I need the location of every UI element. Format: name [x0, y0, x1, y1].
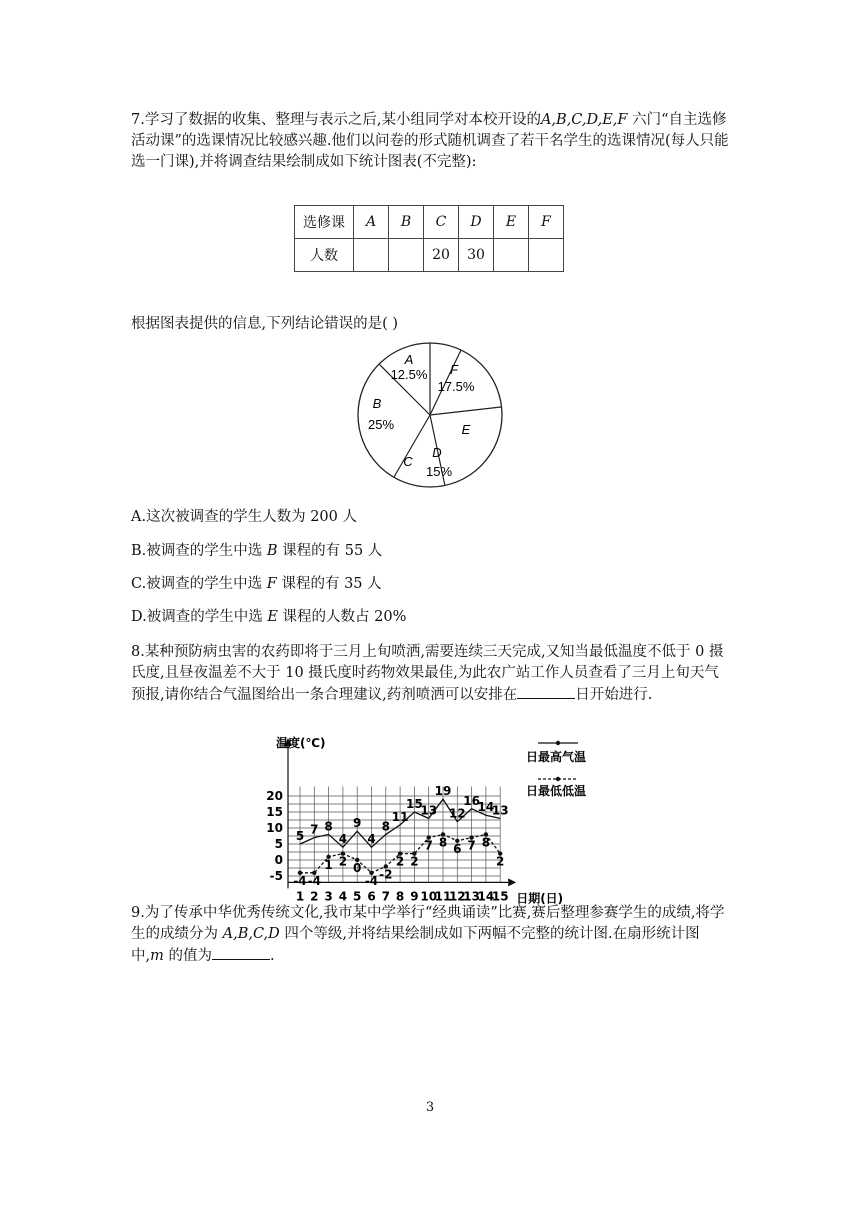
table-cell: [389, 239, 424, 272]
data-label: 8: [381, 819, 390, 834]
option-c: C.被调查的学生中选 F 课程的有 35 人: [131, 576, 382, 592]
page-number: 3: [425, 1100, 435, 1115]
pie-divider: [430, 407, 501, 415]
pie-percent-d: 15%: [425, 464, 453, 479]
x-tick-label: 4: [338, 889, 348, 904]
answer-blank: [212, 945, 270, 960]
pie-percent-b: 25%: [367, 417, 395, 432]
data-label: 7: [467, 838, 476, 853]
pie-label-b: B: [372, 396, 382, 411]
option-a: A.这次被调查的学生人数为 200 人: [131, 509, 357, 525]
x-tick-label: 3: [324, 889, 333, 904]
x-axis-label: 日期(日): [516, 891, 564, 906]
x-tick-label: 1: [295, 889, 305, 904]
y-tick-label: 20: [266, 789, 283, 803]
data-label: 2: [395, 854, 405, 869]
q8-paragraph: 8.某种预防病虫害的农药即将于三月上旬喷洒,需要连续三天完成,又知当最低温度不低于 0 摄氏度,且昼夜温差不大于 10 摄氏度时药物效果最佳,为此农广站工作人员查看了三月上旬天气预报,请你结合气温图给出一条合理建议,药剂喷洒可以安排在 日开始进行.: [131, 644, 724, 703]
course-table: [294, 205, 564, 272]
data-label: 5: [295, 829, 305, 843]
x-tick-label: 7: [381, 889, 390, 904]
data-label: 8: [324, 819, 333, 834]
data-label: 4: [338, 832, 348, 847]
pie-percent-a: 12.5%: [390, 367, 428, 382]
x-tick-label: 5: [353, 889, 362, 904]
table-row-label: 人数: [295, 239, 354, 272]
option-d: D.被调查的学生中选 E 课程的人数占 20%: [131, 609, 407, 625]
q7-question: 根据图表提供的信息,下列结论错误的是( ): [131, 316, 399, 332]
data-label: 1: [324, 857, 333, 872]
data-label: 12: [448, 806, 466, 821]
table-row: [295, 239, 564, 272]
data-label: -4: [364, 873, 379, 888]
data-label: 8: [438, 835, 448, 850]
y-axis-label: 温度(℃): [276, 736, 326, 750]
q7-paragraph: 7.学习了数据的收集、整理与表示之后,某小组同学对本校开设的A,B,C,D,E,F 六门“自主选修活动课”的选课情况比较感兴趣.他们以问卷的形式随机调查了若干名学生的选课情况(每人只能选一门课),并将调查结果绘制成如下统计图表(不完整):: [131, 112, 729, 170]
x-tick-label: 12: [448, 889, 466, 904]
y-tick-label: 0: [274, 853, 283, 867]
x-tick-label: 13: [463, 889, 480, 904]
x-tick-label: 9: [410, 889, 419, 904]
legend-marker: [556, 741, 560, 745]
table-cell: 20: [424, 239, 459, 272]
data-label: 2: [496, 854, 505, 869]
data-label: 15: [406, 797, 423, 811]
x-tick-label: 2: [310, 889, 319, 904]
legend-marker: [556, 777, 560, 781]
data-label: 2: [338, 854, 348, 869]
table-cell: A: [354, 206, 389, 239]
legend-label-low: 日最低低温: [526, 784, 587, 798]
data-label: 7: [310, 822, 319, 837]
pie-chart: [355, 340, 505, 490]
x-tick-label: 14: [477, 889, 495, 904]
data-label: 19: [434, 784, 452, 799]
pie-label-a: A: [404, 352, 414, 367]
table-header-label: 选修课: [295, 206, 354, 239]
data-label: -2: [379, 867, 393, 882]
x-tick-label: 6: [367, 889, 376, 904]
data-label: -4: [307, 873, 321, 888]
x-axis-arrow: [508, 878, 516, 886]
data-label: 13: [491, 803, 509, 818]
table-cell: F: [529, 206, 564, 239]
table-row: [295, 206, 564, 239]
table-cell: D: [459, 206, 494, 239]
pie-label-f: F: [450, 362, 458, 377]
q9-paragraph: 9.为了传承中华优秀传统文化,我市某中学举行“经典诵读”比赛,赛后整理参赛学生的成绩,将学生的成绩分为 A,B,C,D 四个等级,并将结果绘制成如下两幅不完整的统计图.在扇形统计图中,m 的值为 .: [131, 905, 725, 964]
data-label: 16: [463, 793, 480, 808]
data-label: 11: [391, 809, 409, 824]
y-tick-label: 5: [274, 837, 283, 851]
temperature-chart: [258, 735, 618, 906]
pie-percent-f: 17.5%: [437, 379, 475, 394]
x-tick-label: 11: [434, 889, 452, 904]
data-label: 0: [353, 861, 362, 875]
option-b: B.被调查的学生中选 B 课程的有 55 人: [131, 543, 383, 559]
y-tick-label: 10: [266, 821, 283, 835]
legend-label-high: 日最高气温: [526, 750, 587, 764]
data-label: 4: [367, 832, 376, 847]
table-cell: E: [494, 206, 529, 239]
data-label: 13: [420, 803, 438, 818]
x-tick-label: 10: [420, 889, 438, 904]
data-label: 7: [424, 838, 433, 853]
data-label: 8: [481, 835, 491, 850]
table-cell: [494, 239, 529, 272]
pie-label-d: D: [432, 445, 442, 460]
x-tick-label: 15: [491, 889, 509, 904]
data-label: -4: [293, 873, 307, 888]
table-cell: B: [389, 206, 424, 239]
pie-label-e: E: [461, 422, 471, 437]
table-cell: C: [424, 206, 459, 239]
y-tick-label: 15: [266, 805, 283, 819]
pie-label-c: C: [403, 454, 413, 469]
x-tick-label: 8: [395, 889, 405, 904]
table-cell: [529, 239, 564, 272]
data-label: 2: [410, 854, 419, 869]
data-label: 14: [477, 800, 495, 815]
y-tick-label: -5: [269, 869, 283, 883]
data-label: 9: [353, 816, 362, 831]
data-label: 6: [453, 841, 462, 856]
answer-blank: [517, 684, 575, 699]
table-cell: [354, 239, 389, 272]
table-cell: 30: [459, 239, 494, 272]
